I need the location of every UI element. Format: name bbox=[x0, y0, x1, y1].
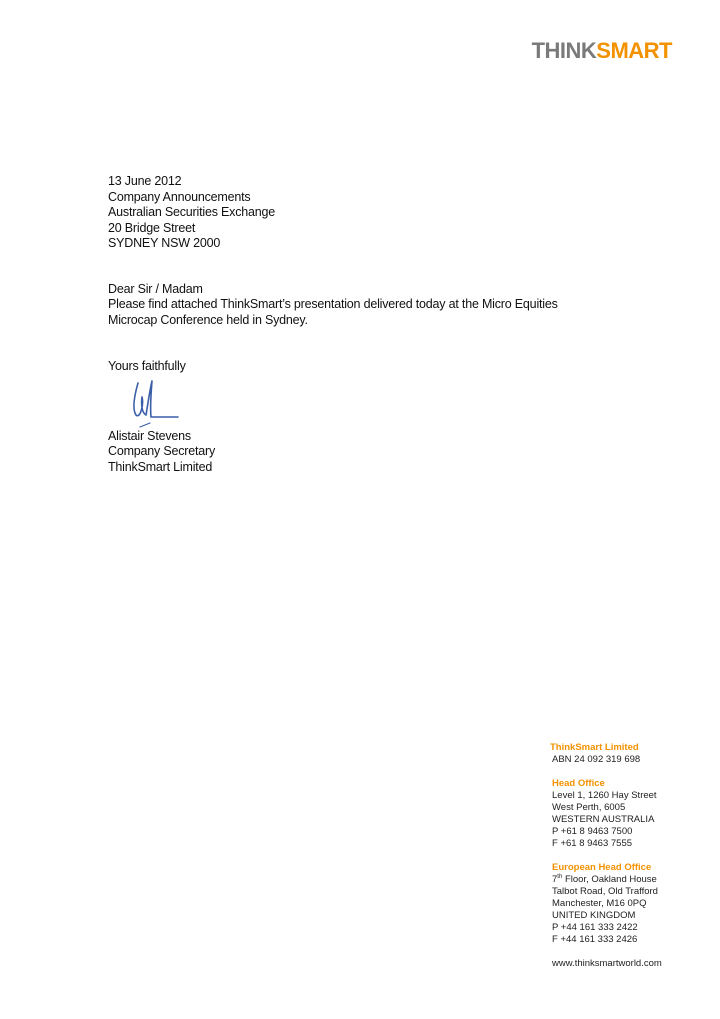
signatory-name: Alistair Stevens bbox=[108, 428, 191, 443]
logo-smart: SMART bbox=[596, 38, 672, 63]
european-office-line: Manchester, M16 0PQ bbox=[552, 898, 647, 909]
recipient-line: SYDNEY NSW 2000 bbox=[108, 236, 221, 250]
european-office-line: Talbot Road, Old Trafford bbox=[552, 886, 658, 897]
paragraph-line: Please find attached ThinkSmart’s presentation delivered today at the Micro Equities bbox=[108, 297, 558, 311]
recipient-line: Company Announcements bbox=[108, 189, 251, 204]
european-office-fax: F +44 161 333 2426 bbox=[552, 934, 638, 945]
recipient-address bbox=[108, 190, 568, 252]
european-office-heading: European Head Office bbox=[552, 862, 652, 873]
footer-abn: ABN 24 092 319 698 bbox=[552, 754, 641, 765]
logo-think: THINK bbox=[531, 38, 597, 63]
signatory-title: Company Secretary bbox=[108, 444, 216, 458]
letter-body bbox=[108, 174, 568, 475]
european-office-phone: P +44 161 333 2422 bbox=[552, 922, 638, 933]
european-office-line: UNITED KINGDOM bbox=[552, 910, 636, 921]
head-office-phone: P +61 8 9463 7500 bbox=[552, 826, 633, 837]
footer-entity: ThinkSmart Limited bbox=[550, 742, 639, 753]
website-link[interactable]: www.thinksmartworld.com bbox=[552, 958, 662, 969]
letter-date: 13 June 2012 bbox=[108, 174, 182, 188]
european-office-floor bbox=[552, 874, 712, 886]
floor-number: 7 bbox=[552, 874, 558, 885]
floor-ordinal: th bbox=[557, 873, 563, 880]
head-office-fax: F +61 8 9463 7555 bbox=[552, 838, 633, 849]
head-office-line: WESTERN AUSTRALIA bbox=[552, 814, 655, 825]
paragraph-line: Microcap Conference held in Sydney. bbox=[108, 312, 308, 327]
floor-rest: Floor, Oakland House bbox=[562, 874, 657, 885]
closing: Yours faithfully bbox=[108, 359, 186, 373]
letter-paragraph bbox=[108, 297, 568, 328]
company-footer bbox=[552, 742, 712, 970]
signatory-block bbox=[108, 429, 568, 476]
head-office-heading: Head Office bbox=[552, 778, 605, 789]
recipient-line: 20 Bridge Street bbox=[108, 220, 196, 235]
signatory-company: ThinkSmart Limited bbox=[108, 459, 213, 474]
salutation: Dear Sir / Madam bbox=[108, 281, 203, 296]
head-office-line: West Perth, 6005 bbox=[552, 802, 626, 813]
handwritten-signature bbox=[120, 375, 200, 429]
recipient-line: Australian Securities Exchange bbox=[108, 205, 276, 219]
thinksmart-logo bbox=[532, 40, 672, 62]
head-office-line: Level 1, 1260 Hay Street bbox=[552, 790, 657, 801]
